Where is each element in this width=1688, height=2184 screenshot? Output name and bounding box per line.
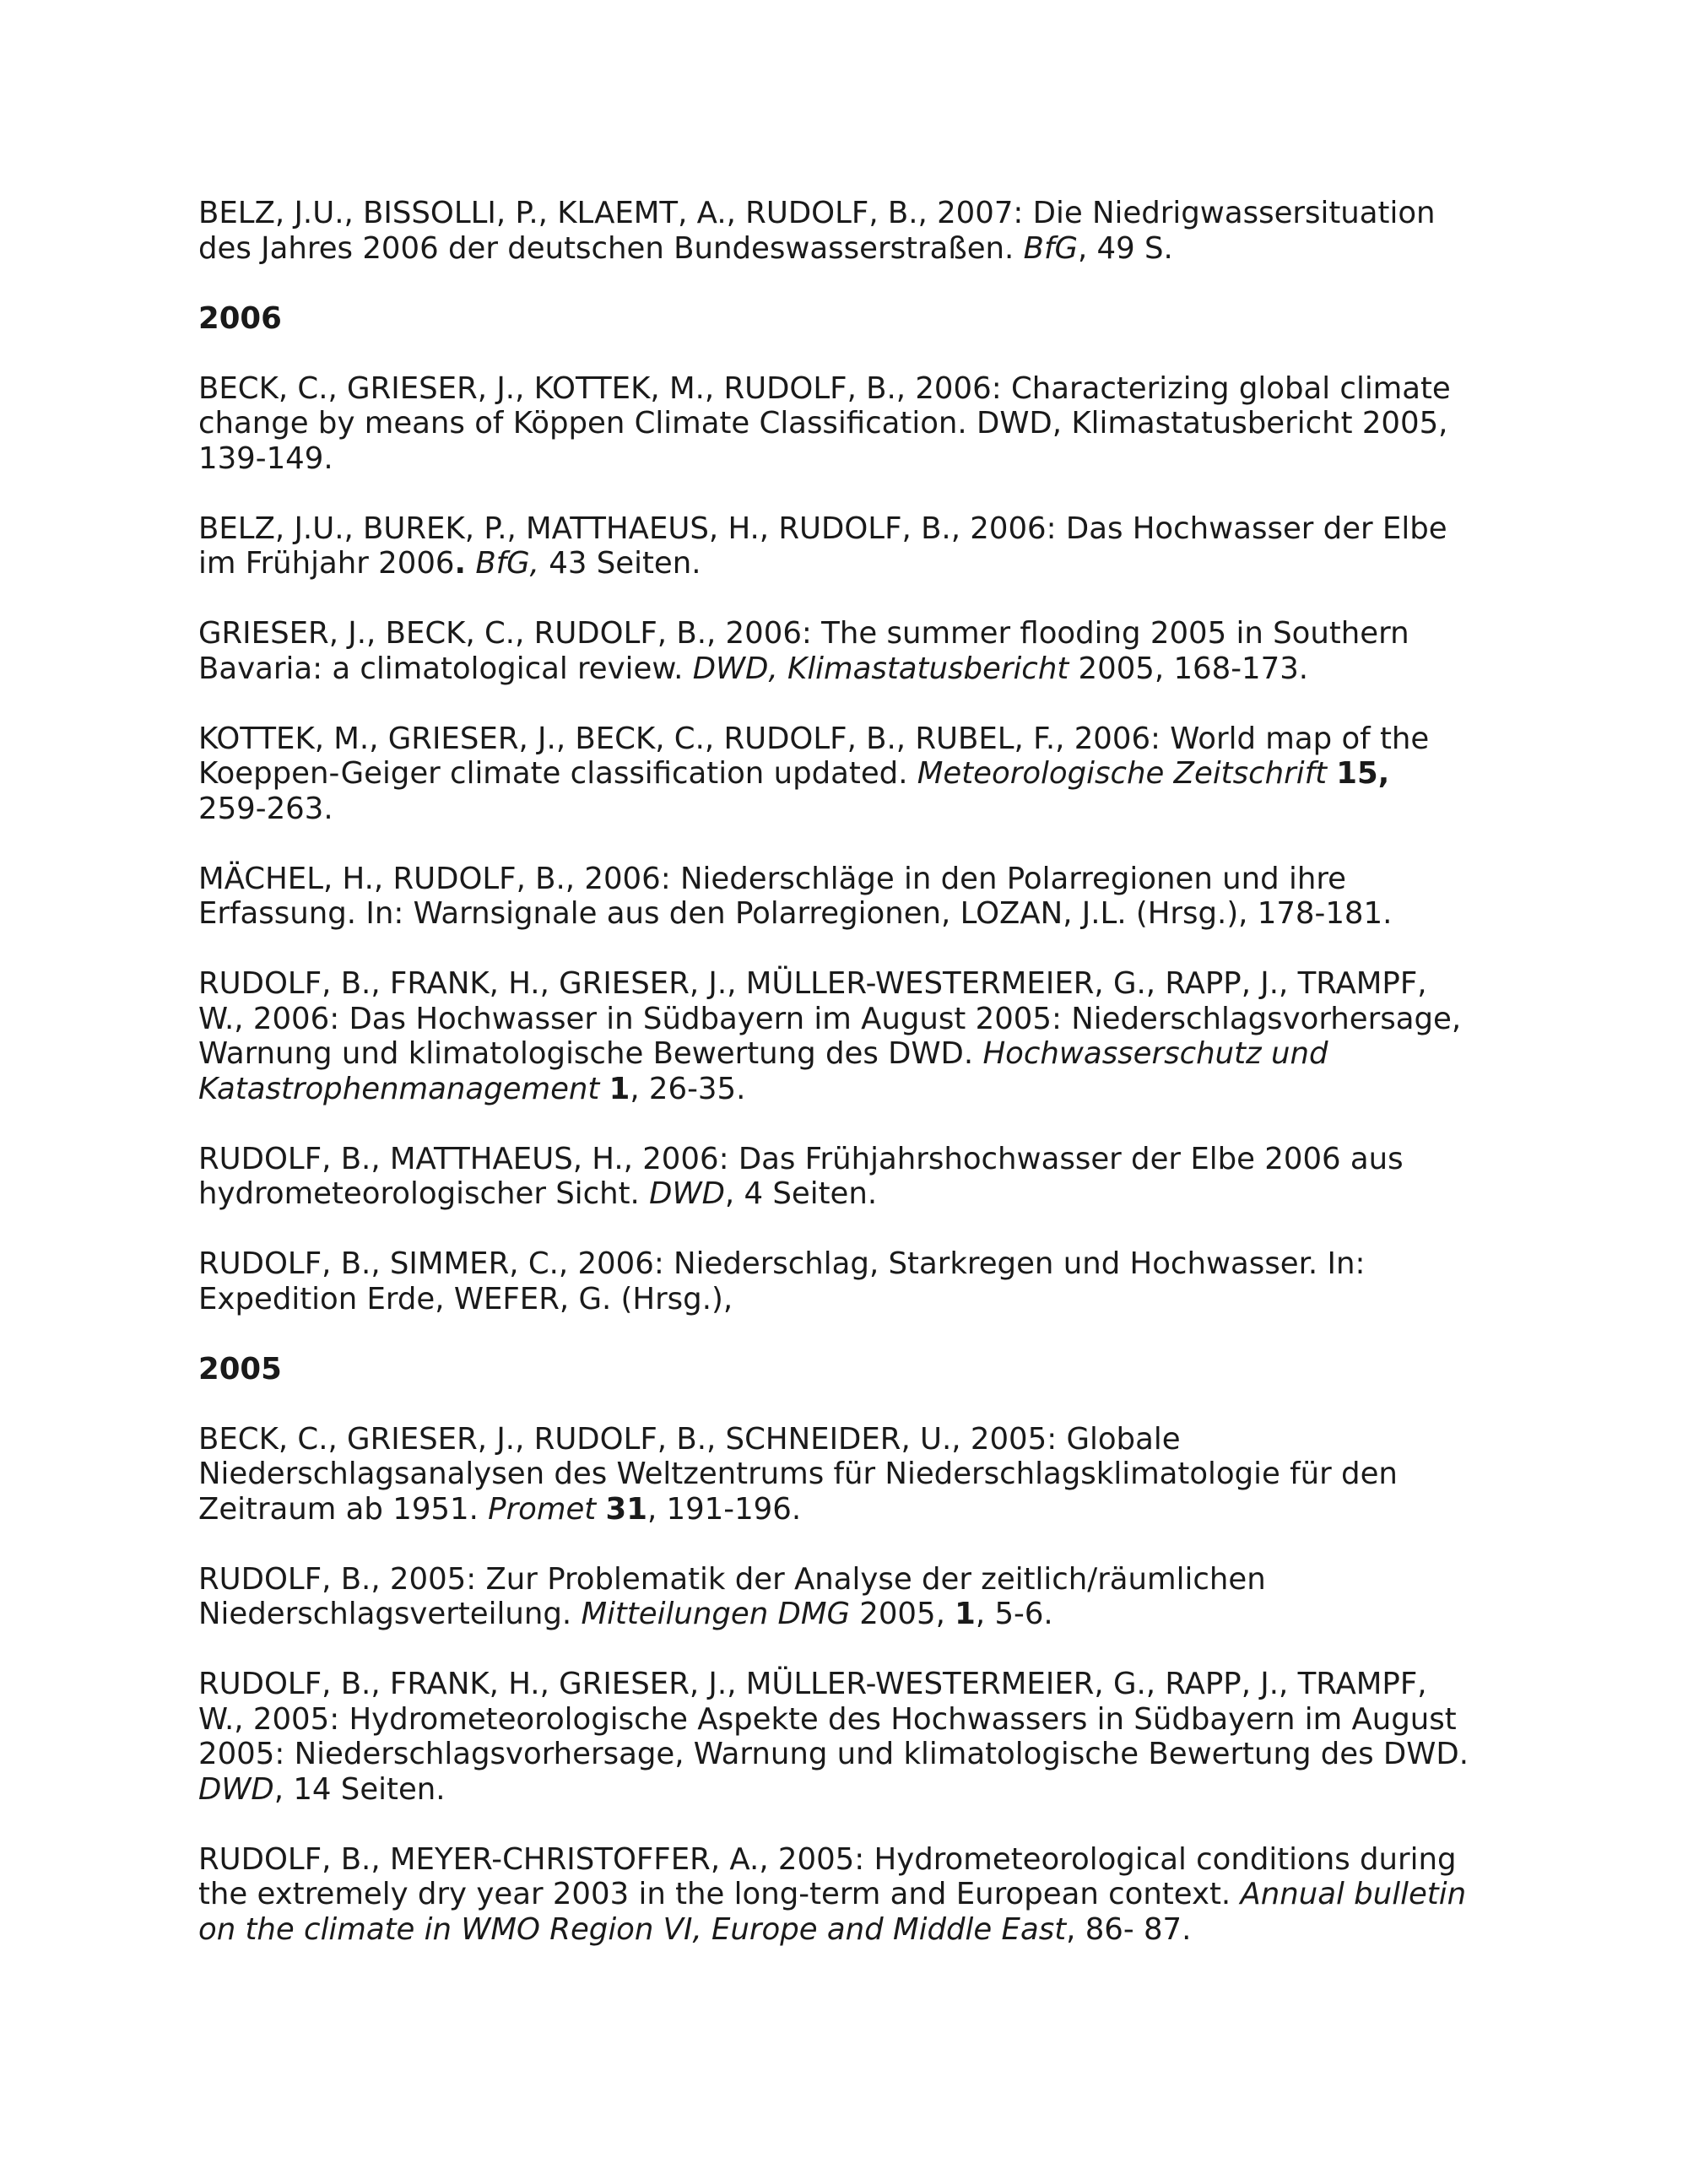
- reference-entry: [198, 722, 1515, 827]
- reference-list: [198, 196, 1515, 1982]
- reference-entry: [198, 616, 1515, 686]
- reference-entry: [198, 371, 1515, 477]
- reference-text-segment: BELZ, J.U., BUREK, P., MATTHAEUS, H., RUDOLF, B., 2006: Das Hochwasser der Elbe im Frühjahr 2006: [198, 511, 1447, 581]
- reference-text-segment: , 26-35.: [630, 1071, 746, 1106]
- reference-text-segment: BECK, C., GRIESER, J., KOTTEK, M., RUDOLF, B., 2006: Characterizing global climate change by means of Köppen Climate Classification. DWD, Klimastatusbericht 2005, 139-149.: [198, 370, 1451, 476]
- reference-bold-segment: .: [454, 546, 467, 581]
- reference-italic-segment: BfG: [1023, 230, 1078, 266]
- reference-entry: [198, 1422, 1515, 1527]
- year-heading: 2005: [198, 1351, 282, 1387]
- reference-text-segment: , 191-196.: [647, 1491, 802, 1527]
- reference-entry: [198, 511, 1515, 581]
- reference-entry: [198, 1842, 1515, 1948]
- reference-text-segment: RUDOLF, B., FRANK, H., GRIESER, J., MÜLLER-WESTERMEIER, G., RAPP, J., TRAMPF, W., 2005: Hydrometeorologische Aspekte des Hochwassers in Südbayern im August 2005: Niederschlagsvorhersage, Warnung und klimatologische Bewertung des DWD.: [198, 1667, 1469, 1771]
- reference-text-segment: RUDOLF, B., 2005: Zur Problematik der Analyse der zeitlich/räumlichen Niederschlagsverteilung.: [198, 1561, 1266, 1631]
- reference-italic-segment: BfG,: [475, 546, 539, 581]
- reference-text-segment: RUDOLF, B., MATTHAEUS, H., 2006: Das Frühjahrshochwasser der Elbe 2006 aus hydrometeorologischer Sicht.: [198, 1141, 1404, 1211]
- reference-text-segment: GRIESER, J., BECK, C., RUDOLF, B., 2006: The summer flooding 2005 in Southern Bavaria: a climatological review.: [198, 616, 1409, 686]
- reference-italic-segment: DWD: [198, 1771, 274, 1807]
- reference-text-segment: KOTTEK, M., GRIESER, J., BECK, C., RUDOLF, B., RUBEL, F., 2006: World map of the Koeppen-Geiger climate classification updated.: [198, 721, 1430, 791]
- reference-entry: [198, 1667, 1515, 1807]
- reference-text-segment: MÄCHEL, H., RUDOLF, B., 2006: Niederschläge in den Polarregionen und ihre Erfassung. In: Warnsignale aus den Polarregionen, LOZAN, J.L. (Hrsg.), 178-181.: [198, 861, 1393, 931]
- reference-bold-segment: 31: [605, 1491, 647, 1527]
- reference-text-segment: BELZ, J.U., BISSOLLI, P., KLAEMT, A., RUDOLF, B., 2007: Die Niedrigwassersituation des Jahres 2006 der deutschen Bundeswasserstraßen.: [198, 196, 1436, 266]
- reference-text-segment: 2005,: [849, 1597, 955, 1631]
- reference-italic-segment: DWD: [649, 1176, 725, 1211]
- reference-entry: [198, 1562, 1515, 1632]
- reference-text-segment: , 4 Seiten.: [724, 1176, 878, 1211]
- reference-text-segment: , 14 Seiten.: [273, 1771, 446, 1807]
- reference-italic-segment: Hochwasserschutz und Katastrophenmanagement: [198, 1036, 1328, 1106]
- reference-text-segment: 259-263.: [198, 791, 333, 826]
- reference-text-segment: [599, 1072, 609, 1106]
- reference-italic-segment: Mitteilungen DMG: [581, 1597, 850, 1631]
- reference-text-segment: , 86- 87.: [1066, 1911, 1192, 1947]
- reference-entry: [198, 862, 1515, 932]
- reference-text-segment: RUDOLF, B., SIMMER, C., 2006: Niederschlag, Starkregen und Hochwasser. In: Expedition Erde, WEFER, G. (Hrsg.),: [198, 1246, 1366, 1316]
- reference-bold-segment: 1: [955, 1597, 976, 1631]
- reference-entry: [198, 196, 1515, 266]
- reference-italic-segment: Promet: [488, 1491, 597, 1527]
- reference-text-segment: 43 Seiten.: [538, 546, 701, 581]
- reference-text-segment: RUDOLF, B., FRANK, H., GRIESER, J., MÜLLER-WESTERMEIER, G., RAPP, J., TRAMPF, W., 2006: Das Hochwasser in Südbayern im August 2005: Niederschlagsvorhersage, Warnung und klimatologische Bewertung des DWD.: [198, 966, 1462, 1071]
- reference-italic-segment: Meteorologische Zeitschrift: [917, 756, 1327, 791]
- reference-text-segment: , 49 S.: [1077, 230, 1173, 266]
- reference-italic-segment: Annual bulletin on the climate in WMO Region VI, Europe and Middle East: [198, 1877, 1467, 1947]
- reference-text-segment: [596, 1492, 605, 1527]
- reference-bold-segment: 1: [609, 1071, 630, 1106]
- reference-text-segment: , 5-6.: [975, 1597, 1053, 1631]
- reference-bold-segment: 15,: [1336, 756, 1390, 791]
- reference-entry: [198, 1142, 1515, 1212]
- reference-italic-segment: DWD, Klimastatusbericht: [692, 651, 1069, 686]
- reference-text-segment: 2005, 168-173.: [1069, 651, 1309, 686]
- reference-entry: [198, 1246, 1515, 1316]
- reference-text-segment: RUDOLF, B., MEYER-CHRISTOFFER, A., 2005: Hydrometeorological conditions during the extremely dry year 2003 in the long-term and European context.: [198, 1841, 1457, 1911]
- reference-text-segment: [1327, 756, 1336, 791]
- year-heading: 2006: [198, 300, 282, 336]
- reference-text-segment: BECK, C., GRIESER, J., RUDOLF, B., SCHNEIDER, U., 2005: Globale Niederschlagsanalysen des Weltzentrums für Niederschlagsklimatologie für den Zeitraum ab 1951.: [198, 1421, 1398, 1527]
- reference-entry: [198, 966, 1515, 1106]
- reference-text-segment: [466, 546, 475, 581]
